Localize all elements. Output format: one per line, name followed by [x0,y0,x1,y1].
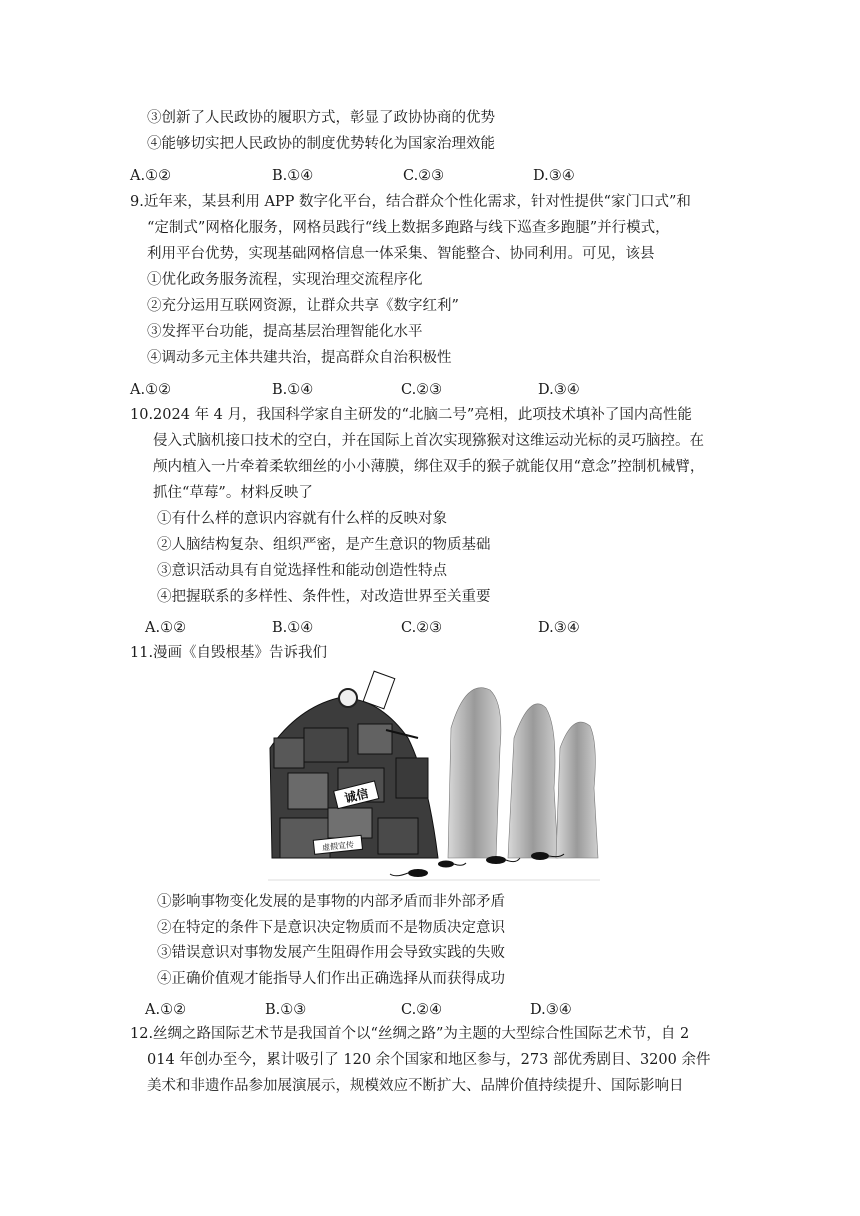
cliff-right [556,722,598,858]
q8-option-b[interactable]: B.①④ [272,168,314,184]
cartoon-image [268,668,600,890]
q11-option-d[interactable]: D.③④ [530,1002,572,1018]
q11-statement-4: ④正确价值观才能指导人们作出正确选择从而获得成功 [157,971,505,987]
q11-option-c[interactable]: C.②④ [401,1002,443,1018]
q8-option-a[interactable]: A.①② [130,168,172,184]
q11-option-a[interactable]: A.①② [145,1002,187,1018]
q8-option-c[interactable]: C.②③ [403,168,445,184]
q9-option-b[interactable]: B.①④ [272,382,314,398]
q8-statement-4: ④能够切实把人民政协的制度优势转化为国家治理效能 [147,136,495,152]
label-xujia-text: 虚假宣传 [321,840,355,853]
q9-stem-line: “定制式”网格化服务，网格员践行“线上数据多跑路与线下巡查多跑腿”并行模式， [147,220,670,236]
cliff-middle [508,704,558,858]
q11-statement-3: ③错误意识对事物发展产生阻碍作用会导致实践的失败 [157,945,505,961]
q11-statement-2: ②在特定的条件下是意识决定物质而不是物质决定意识 [157,920,505,936]
bag-pile [270,671,438,858]
q10-stem-line: 抓住“草莓”。材料反映了 [153,485,313,501]
q8-option-d[interactable]: D.③④ [533,168,575,184]
label-chengxin-text: 诚信 [343,786,370,806]
q9-option-d[interactable]: D.③④ [538,382,580,398]
q9-statement-3: ③发挥平台功能，提高基层治理智能化水平 [147,324,423,340]
q9-option-a[interactable]: A.①② [130,382,172,398]
q9-statement-1: ①优化政务服务流程，实现治理交流程序化 [147,272,423,288]
q9-stem-line: 利用平台优势，实现基础网格信息一体采集、智能整合、协同利用。可见，该县 [147,246,655,262]
q9-option-c[interactable]: C.②③ [401,382,443,398]
q10-option-a[interactable]: A.①② [145,620,187,636]
cliff-left [448,688,501,858]
q9-statement-2: ②充分运用互联网资源，让群众共享《数字红利” [147,298,459,314]
q10-stem-line: 侵入式脑机接口技术的空白，并在国际上首次实现猕猴对这维运动光标的灵巧脑控。在 [153,433,704,449]
q10-option-c[interactable]: C.②③ [401,620,443,636]
q11-option-b[interactable]: B.①③ [265,1002,307,1018]
q11-statement-1: ①影响事物变化发展的是事物的内部矛盾而非外部矛盾 [157,894,505,910]
q10-stem-line: 10.2024 年 4 月，我国科学家自主研发的“北脑二号”亮相，此项技术填补了国内高性能 [130,407,692,423]
q10-statement-3: ③意识活动具有自觉选择性和能动创造性特点 [157,563,447,579]
q10-statement-2: ②人脑结构复杂、组织严密，是产生意识的物质基础 [157,537,491,553]
q10-option-b[interactable]: B.①④ [272,620,314,636]
q8-statement-3: ③创新了人民政协的履职方式，彰显了政协协商的优势 [147,110,495,126]
q12-stem-line: 014 年创办至今，累计吸引了 120 余个国家和地区参与，273 部优秀剧目、3200 余件 [147,1052,711,1068]
q10-option-d[interactable]: D.③④ [538,620,580,636]
q12-stem-line: 12.丝绸之路国际艺术节是我国首个以“丝绸之路”为主题的大型综合性国际艺术节，自 2 [130,1026,690,1042]
q9-stem-line: 9.近年来，某县利用 APP 数字化平台，结合群众个性化需求，针对性提供“家门口式”和 [130,194,691,210]
q12-stem-line: 美术和非遗作品参加展演展示，规模效应不断扩大、品牌价值持续提升、国际影响日 [147,1078,684,1094]
q10-statement-4: ④把握联系的多样性、条件性，对改造世界至关重要 [157,589,491,605]
q9-statement-4: ④调动多元主体共建共治，提高群众自治积极性 [147,350,452,366]
q11-stem: 11.漫画《自毁根基》告诉我们 [130,645,328,661]
q10-statement-1: ①有什么样的意识内容就有什么样的反映对象 [157,511,447,527]
q10-stem-line: 颅内植入一片牵着柔软细丝的小小薄膜，绑住双手的猴子就能仅用“意念”控制机械臂， [153,459,705,475]
